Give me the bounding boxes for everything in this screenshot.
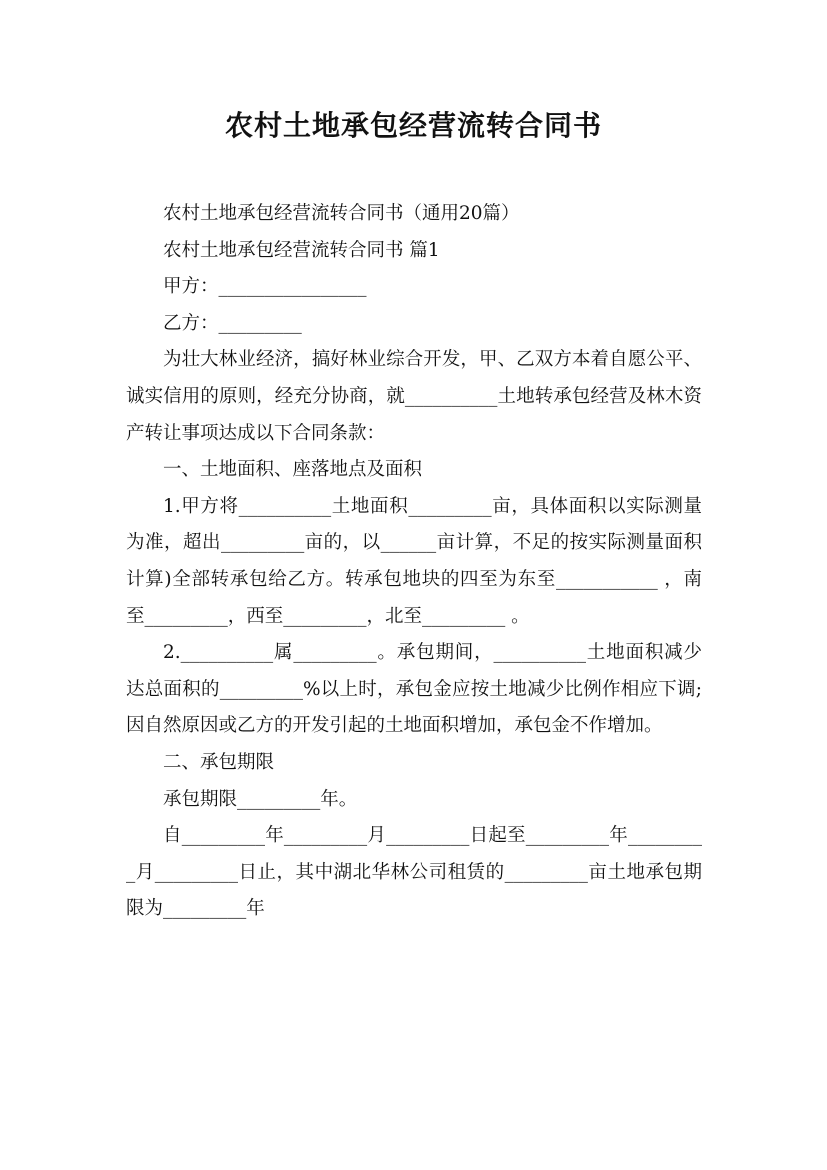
paragraph-section-1-heading: 一、土地面积、座落地点及面积 <box>163 459 423 481</box>
paragraph-term-dates: 自_________年_________月_________日起至_________年_________月_________日止，其中湖北华林公司租赁的_________亩土地承包期限为_________年 <box>126 825 702 920</box>
paragraph-chapter-heading: 农村土地承包经营流转合同书 篇1 <box>163 239 440 261</box>
document-body <box>126 196 702 928</box>
paragraph-preamble: 为壮大林业经济，搞好林业综合开发，甲、乙双方本着自愿公平、诚实信用的原则，经充分协商，就__________土地转承包经营及林木资产转让事项达成以下合同条款： <box>126 349 702 444</box>
paragraph-party-a: 甲方：________________ <box>163 276 367 298</box>
paragraph-section-2-heading: 二、承包期限 <box>163 751 275 773</box>
paragraph-clause-1: 1.甲方将__________土地面积_________亩，具体面积以实际测量为准，超出_________亩的，以______亩计算，不足的按实际测量面积计算)全部转承包给乙方。转承包地块的四至为东至___________ ，南至_________，西至_________，北至_________ 。 <box>126 495 702 627</box>
paragraph-party-b: 乙方：_________ <box>163 312 302 334</box>
paragraph-subtitle: 农村土地承包经营流转合同书（通用20篇） <box>163 203 520 224</box>
document-title: 农村土地承包经营流转合同书 <box>224 109 602 142</box>
paragraph-clause-2: 2.__________属_________。承包期间，__________土地面积减少达总面积的_________%以上时，承包金应按土地减少比例作相应下调;因自然原因或乙方的开发引起的土地面积增加，承包金不作增加。 <box>126 642 702 737</box>
paragraph-term: 承包期限_________年。 <box>163 788 358 810</box>
